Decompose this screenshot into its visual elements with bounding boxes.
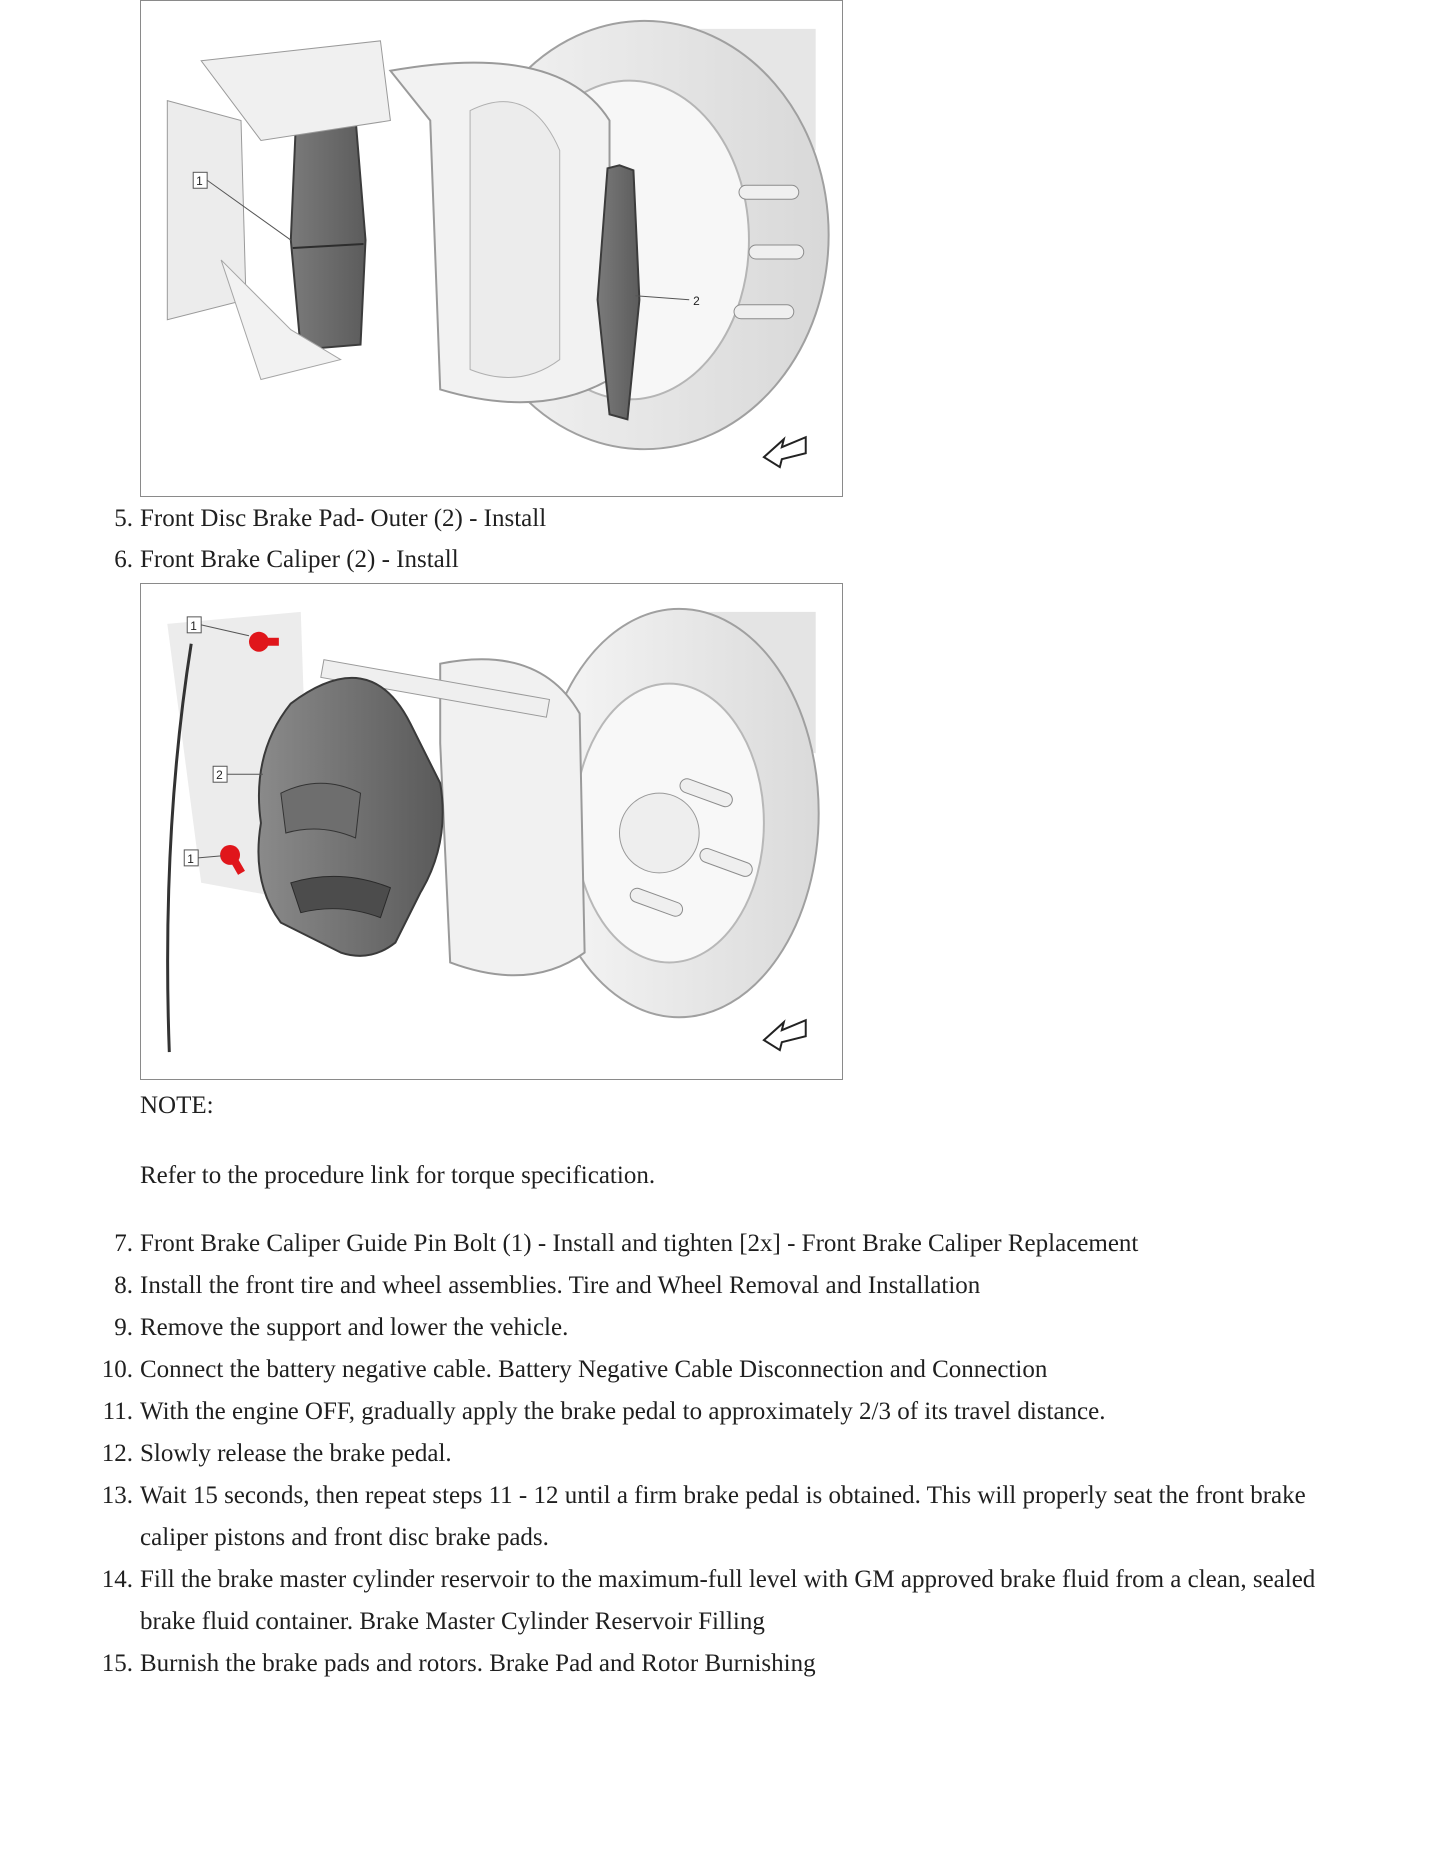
step-number: 15. [101,1650,133,1677]
step-number: 9. [114,1314,133,1341]
callout-1: 1 [190,618,197,633]
step-number: 5. [114,505,133,532]
step-text: Front Brake Caliper (2) - Install [140,546,459,573]
step-text: Front Disc Brake Pad- Outer (2) - Install [140,505,547,532]
callout-2: 2 [216,768,223,783]
note-text: Refer to the procedure link for torque specification. [140,1162,656,1189]
note-label: NOTE: [140,1092,214,1119]
step-number: 10. [101,1356,133,1383]
step-number: 7. [114,1230,133,1257]
step-text: Fill the brake master cylinder reservoir to the maximum-full level with GM approved brake fluid from a clean, sealed brake fluid container. Brake Master Cylinder Reservoir Filling [140,1566,1316,1635]
step-text: With the engine OFF, gradually apply the brake pedal to approximately 2/3 of its travel distance. [140,1398,1106,1425]
step-text: Slowly release the brake pedal. [140,1440,452,1467]
step-text: Burnish the brake pads and rotors. Brake Pad and Rotor Burnishing [140,1650,816,1677]
step-text: Remove the support and lower the vehicle. [140,1314,569,1341]
step-number: 11. [102,1398,133,1425]
step-text: Connect the battery negative cable. Battery Negative Cable Disconnection and Connection [140,1356,1048,1383]
step-number: 14. [101,1566,133,1593]
step-text: Front Brake Caliper Guide Pin Bolt (1) - Install and tighten [2x] - Front Brake Caliper Replacement [140,1230,1139,1257]
callout-1: 1 [187,851,194,866]
step-text: Install the front tire and wheel assemblies. Tire and Wheel Removal and Installation [140,1272,981,1299]
step-number: 12. [101,1440,133,1467]
step-number: 13. [101,1482,133,1509]
brake-pad-illustration [140,0,843,497]
callout-2: 2 [693,293,700,308]
brake-caliper-illustration [140,583,843,1080]
callout-1: 1 [196,174,203,189]
step-number: 8. [114,1272,133,1299]
step-number: 6. [114,546,133,573]
step-text: Wait 15 seconds, then repeat steps 11 - 12 until a firm brake pedal is obtained. This will properly seat the front brake caliper pistons and front disc brake pads. [140,1482,1306,1551]
